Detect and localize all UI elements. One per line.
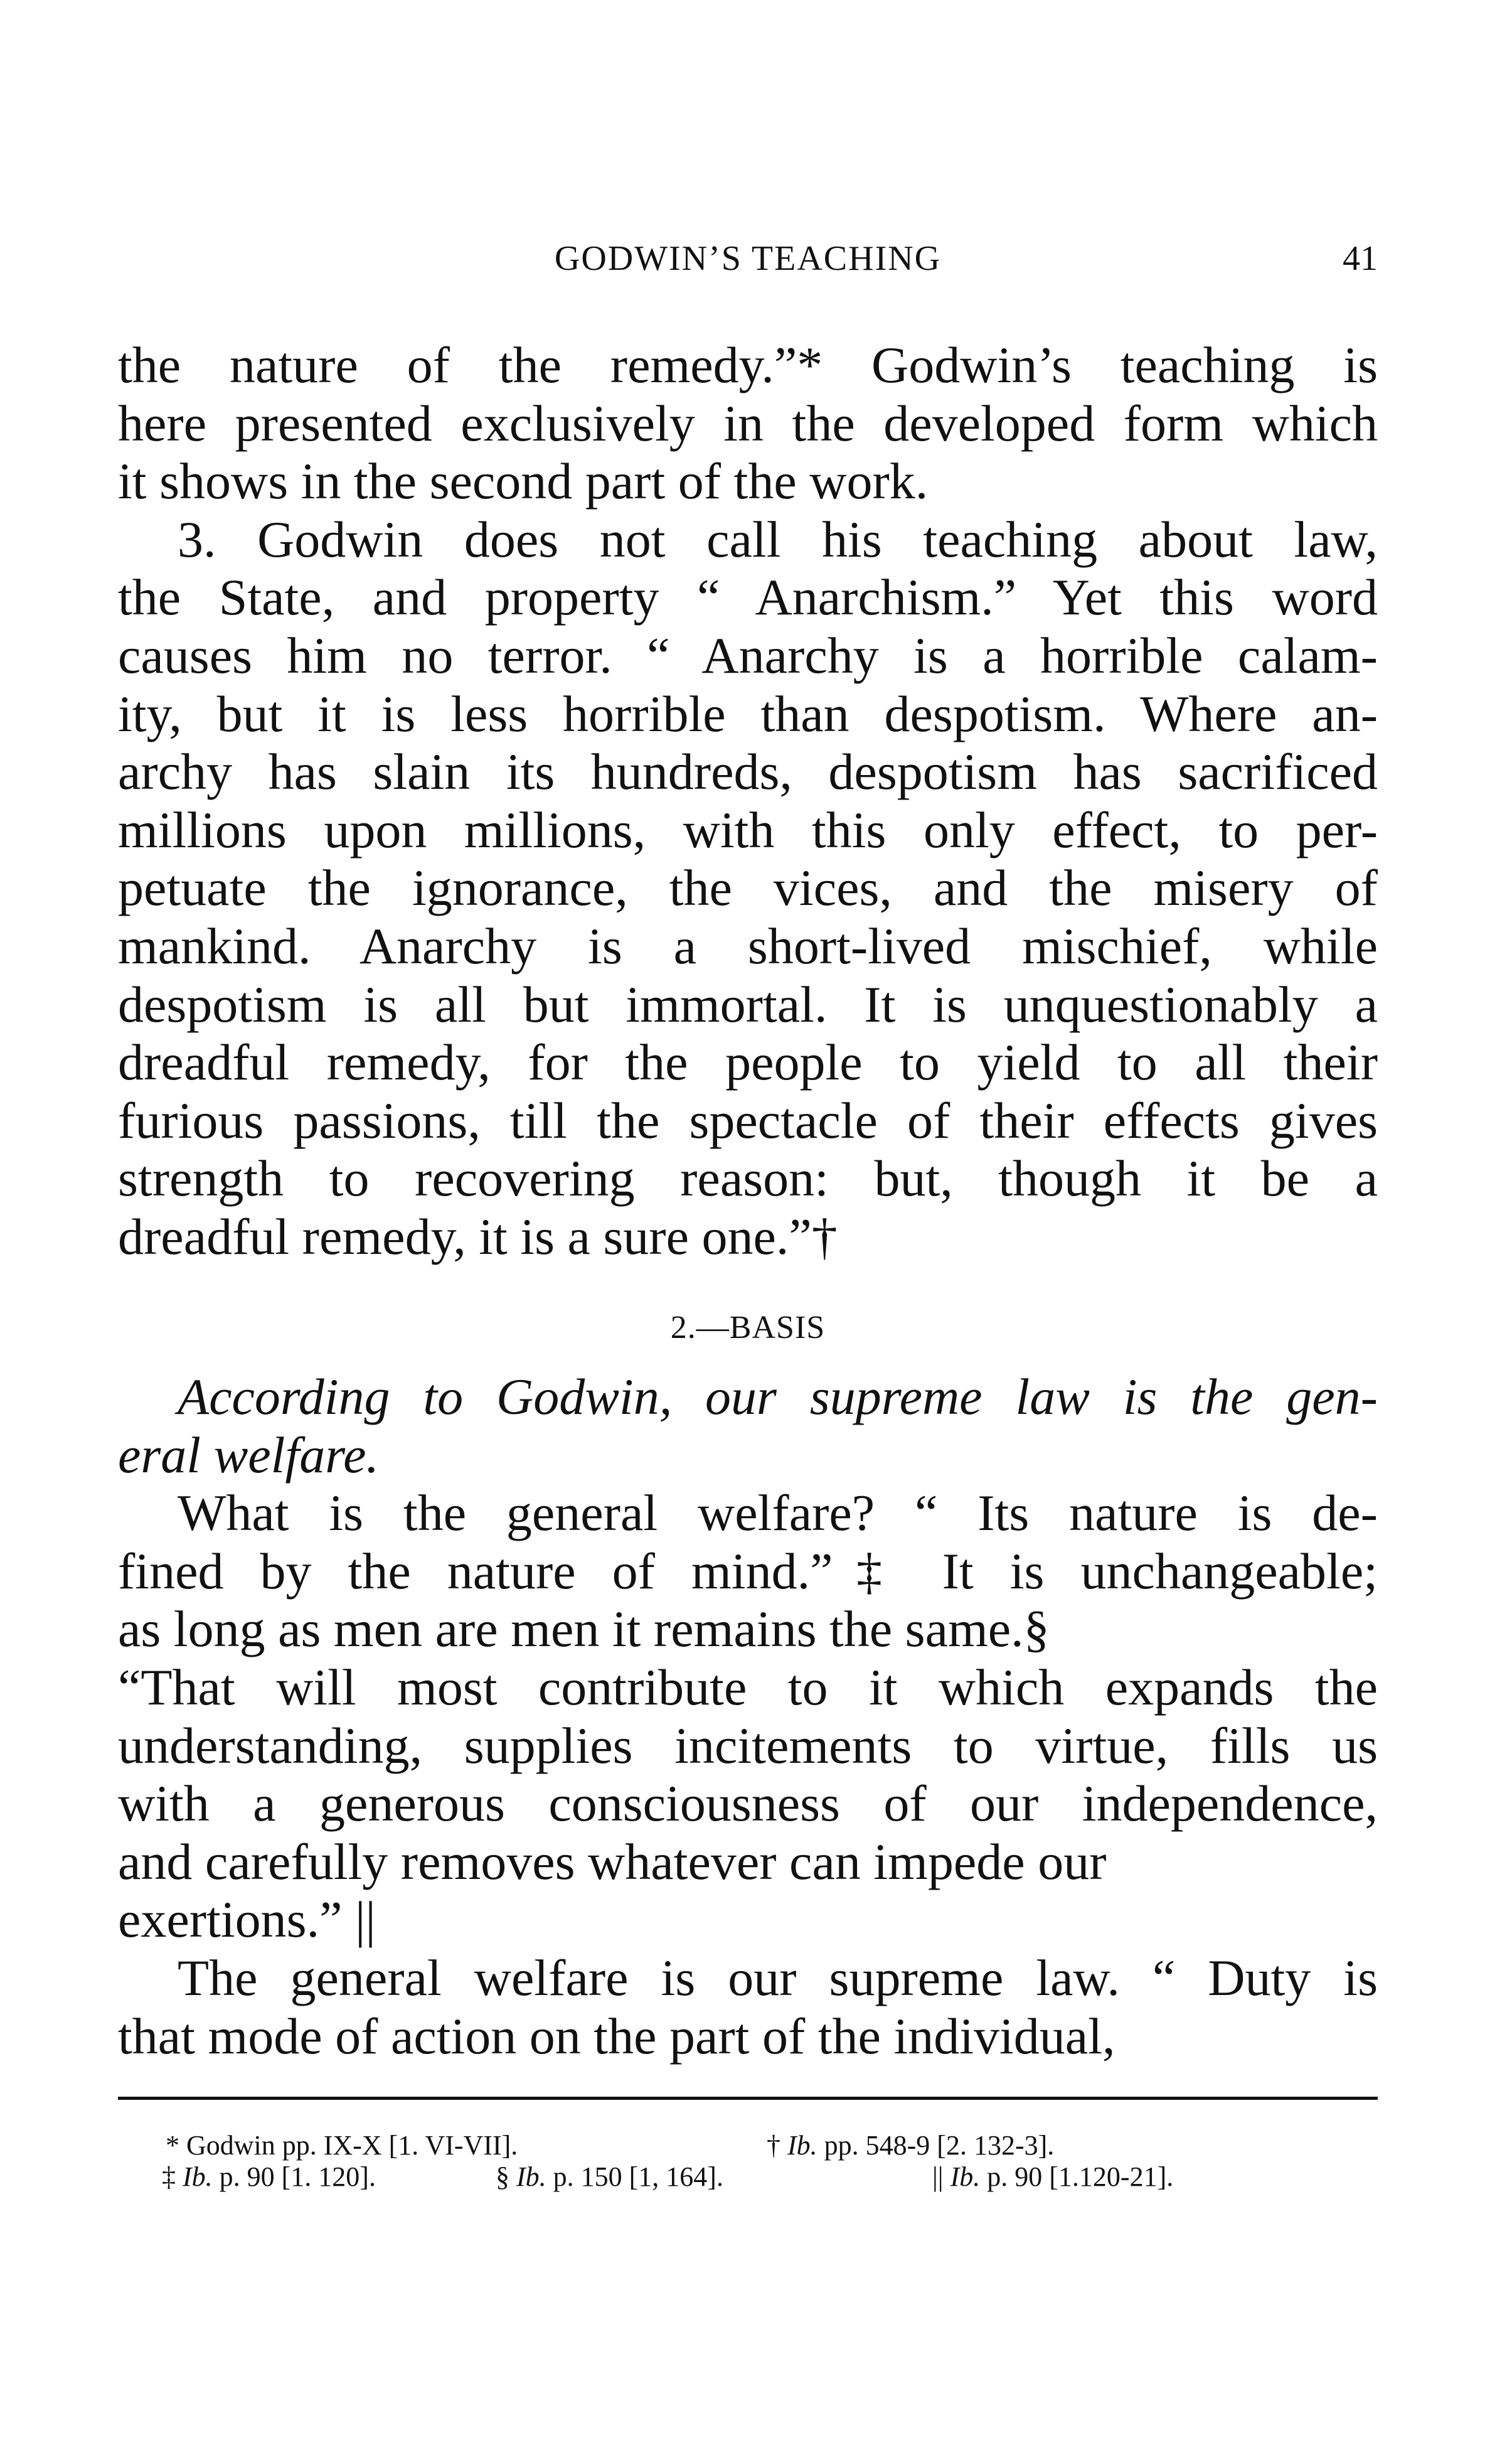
body-text-section-2 <box>118 1368 1378 2065</box>
text-line: as long as men are men it remains the same.§ <box>118 1600 1050 1658</box>
text-line: strength to recovering reason: but, though it be a <box>118 1150 1378 1207</box>
footnote-text: Godwin pp. IX-X [1. VI-VII]. <box>186 2130 518 2161</box>
text-line: millions upon millions, with this only effect, to per- <box>118 801 1378 859</box>
footnote-text: p. 90 [1. 120]. <box>219 2161 376 2192</box>
section-heading: 2.—BASIS <box>670 1310 826 1346</box>
text-line: despotism is all but immortal. It is unquestionably a <box>118 975 1378 1033</box>
text-line: understanding, supplies incitements to virtue, fills us <box>118 1716 1378 1774</box>
text-line: furious passions, till the spectacle of their effects gives <box>118 1091 1378 1149</box>
text-line: causes him no terror. “ Anarchy is a horrible calam- <box>118 626 1378 684</box>
text-line: The general welfare is our supreme law. “ Duty is <box>178 1949 1378 2006</box>
text-line: and carefully removes whatever can impede our <box>118 1832 1107 1890</box>
text-line: the State, and property “ Anarchism.” Yet this word <box>118 569 1378 626</box>
footnote-mark: § <box>496 2161 509 2192</box>
text-line: with a generous consciousness of our independence, <box>118 1775 1378 1832</box>
footnote-text: p. 90 [1.120-21]. <box>987 2161 1174 2192</box>
footnote-text: pp. 548-9 [2. 132-3]. <box>824 2130 1055 2161</box>
text-line: exertions.” || <box>118 1891 376 1949</box>
body-text-section-1 <box>118 336 1378 1266</box>
text-line: here presented exclusively in the developed form which <box>118 394 1378 452</box>
text-line: petuate the ignorance, the vices, and the misery of <box>118 859 1378 917</box>
footnote-text: p. 150 [1, 164]. <box>553 2161 723 2192</box>
text-line: it shows in the second part of the work. <box>118 452 929 510</box>
text-line: eral welfare. <box>118 1426 380 1484</box>
text-line: “That will most contribute to it which expands the <box>118 1658 1378 1716</box>
text-line: What is the general welfare? “ Its nature is de- <box>178 1484 1378 1542</box>
footnote <box>767 2130 1054 2161</box>
text-line: the nature of the remedy.”* Godwin’s teaching is <box>118 336 1378 393</box>
body-text-paragraphs <box>118 1484 1378 2065</box>
text-line: dreadful remedy, for the people to yield to all their <box>118 1034 1378 1091</box>
footnote-ibid: Ib. <box>516 2161 546 2192</box>
text-line: mankind. Anarchy is a short-lived mischief, while <box>118 917 1378 975</box>
footnote-mark: * <box>166 2130 179 2161</box>
footnote-ibid: Ib. <box>950 2161 981 2192</box>
text-line: 3. Godwin does not call his teaching about law, <box>178 510 1378 568</box>
footnote-ibid: Ib. <box>787 2130 817 2161</box>
footnote-mark: ‡ <box>162 2161 176 2192</box>
text-line: dreadful remedy, it is a sure one.”† <box>118 1207 838 1265</box>
footnote <box>166 2130 518 2161</box>
footnote <box>496 2161 723 2193</box>
running-title: GODWIN’S TEACHING <box>554 239 942 278</box>
text-line: fined by the nature of mind.”‡ It is unchangeable; <box>118 1542 1378 1600</box>
text-line: archy has slain its hundreds, despotism has sacrificed <box>118 743 1378 801</box>
footnote-ibid: Ib. <box>183 2161 213 2192</box>
page-number: 41 <box>1343 239 1378 278</box>
footnote <box>932 2161 1173 2193</box>
footnote <box>162 2161 376 2193</box>
thesis-statement <box>118 1368 1378 1484</box>
text-line: that mode of action on the part of the individual, <box>118 2007 1115 2065</box>
footnote-mark: † <box>767 2130 780 2161</box>
text-line: According to Godwin, our supreme law is the gen- <box>178 1368 1378 1425</box>
footnote-mark: || <box>932 2161 944 2192</box>
text-line: ity, but it is less horrible than despotism. Where an- <box>118 685 1378 742</box>
running-head <box>118 233 1378 284</box>
footnote-rule <box>118 2097 1378 2100</box>
